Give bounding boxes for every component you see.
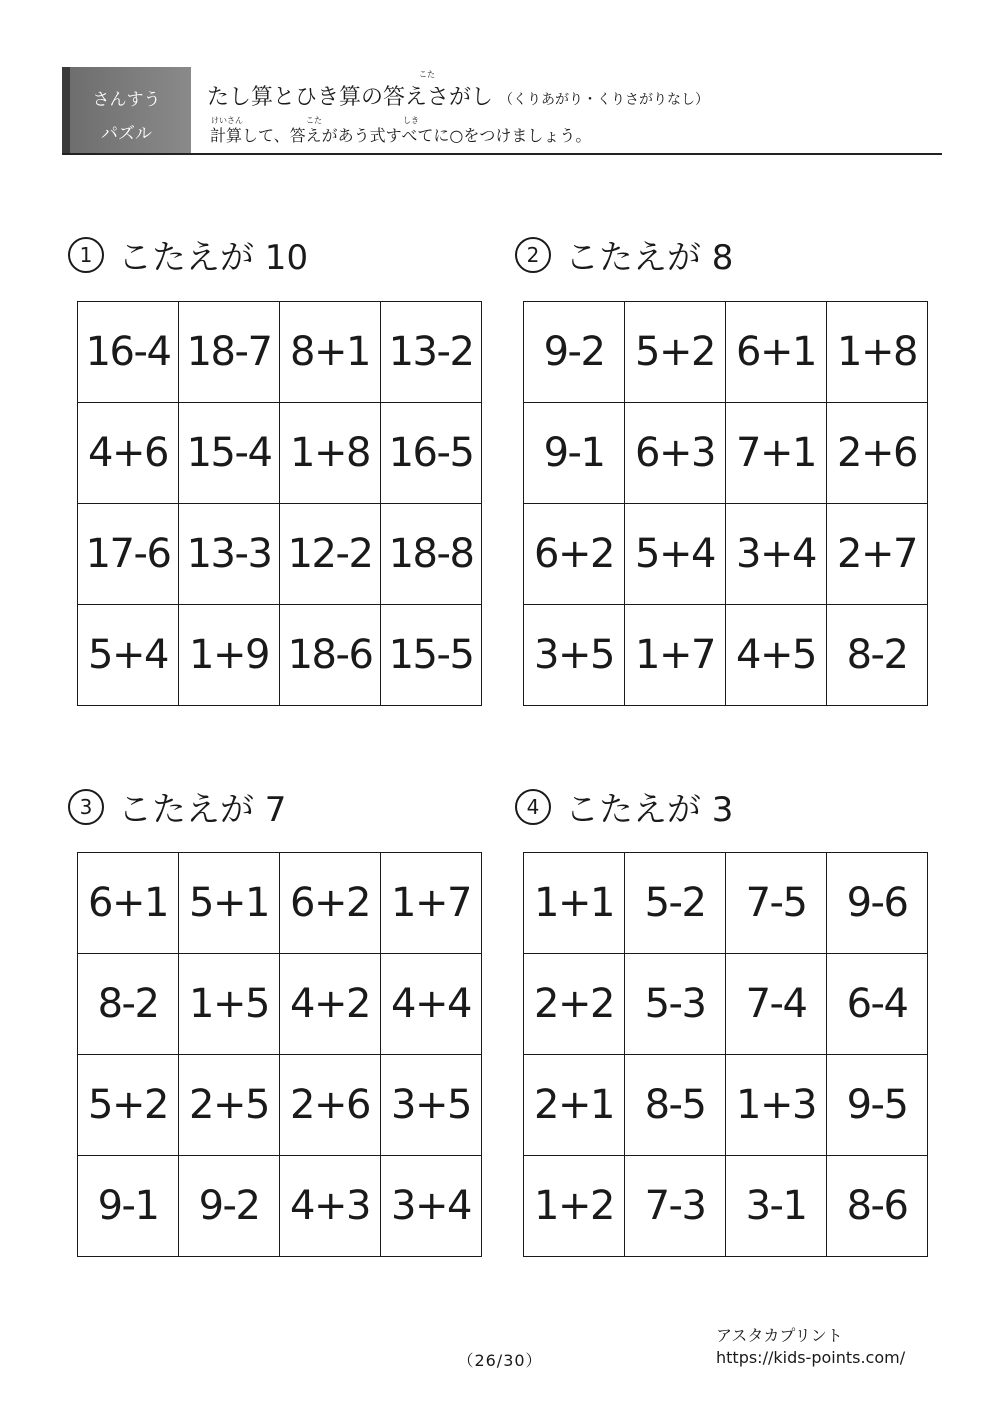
expression-cell[interactable]: 18-6 [280, 605, 381, 706]
grid-row [524, 1055, 928, 1156]
expression-cell[interactable]: 15-5 [381, 605, 482, 706]
grid-row [524, 853, 928, 954]
brand-url[interactable]: https://kids-points.com/ [716, 1348, 906, 1367]
grid-row [524, 954, 928, 1055]
expression-cell[interactable]: 5-2 [625, 853, 726, 954]
grid-row [524, 403, 928, 504]
expression-cell[interactable]: 8-6 [827, 1156, 928, 1257]
expression-cell[interactable]: 5+1 [179, 853, 280, 954]
expression-cell[interactable]: 2+6 [827, 403, 928, 504]
expression-cell[interactable]: 16-5 [381, 403, 482, 504]
page-number: （26/30） [457, 1351, 543, 1370]
expression-cell[interactable]: 1+7 [381, 853, 482, 954]
grid-row [78, 853, 482, 954]
expression-cell[interactable]: 16-4 [78, 302, 179, 403]
expression-cell[interactable]: 1+8 [280, 403, 381, 504]
expression-cell[interactable]: 8-5 [625, 1055, 726, 1156]
expression-cell[interactable]: 18-8 [381, 504, 482, 605]
expression-cell[interactable]: 9-6 [827, 853, 928, 954]
expression-cell[interactable]: 4+2 [280, 954, 381, 1055]
puzzle-2-grid [523, 301, 928, 706]
expression-cell[interactable]: 1+2 [524, 1156, 625, 1257]
expression-cell[interactable]: 3+4 [381, 1156, 482, 1257]
expression-cell[interactable]: 5+4 [625, 504, 726, 605]
expression-cell[interactable]: 6+1 [726, 302, 827, 403]
expression-cell[interactable]: 13-3 [179, 504, 280, 605]
expression-cell[interactable]: 4+6 [78, 403, 179, 504]
grid-row [78, 1156, 482, 1257]
expression-cell[interactable]: 4+4 [381, 954, 482, 1055]
expression-cell[interactable]: 9-1 [78, 1156, 179, 1257]
puzzle-number-circle: 3 [68, 789, 104, 825]
puzzle-1-grid [77, 301, 482, 706]
expression-cell[interactable]: 4+5 [726, 605, 827, 706]
expression-cell[interactable]: 2+6 [280, 1055, 381, 1156]
instruction-text: 計算して、答えがあう式すべてに○をつけましょう。 [210, 126, 592, 145]
expression-cell[interactable]: 8+1 [280, 302, 381, 403]
expression-cell[interactable]: 1+5 [179, 954, 280, 1055]
category-tag [62, 67, 191, 153]
grid-row [78, 1055, 482, 1156]
expression-cell[interactable]: 5+2 [78, 1055, 179, 1156]
expression-cell[interactable]: 2+2 [524, 954, 625, 1055]
instruction-ruby-2: こた [306, 116, 322, 125]
expression-cell[interactable]: 9-2 [524, 302, 625, 403]
expression-cell[interactable]: 9-5 [827, 1055, 928, 1156]
expression-cell[interactable]: 8-2 [827, 605, 928, 706]
puzzle-1-heading [68, 230, 308, 279]
expression-cell[interactable]: 7-5 [726, 853, 827, 954]
grid-row [524, 1156, 928, 1257]
expression-cell[interactable]: 3+4 [726, 504, 827, 605]
grid-row [78, 504, 482, 605]
puzzle-4-grid [523, 852, 928, 1257]
worksheet-subtitle: （くりあがり・くりさがりなし） [499, 92, 710, 108]
worksheet-title [207, 80, 709, 111]
grid-row [78, 954, 482, 1055]
expression-cell[interactable]: 12-2 [280, 504, 381, 605]
worksheet-header [62, 67, 942, 155]
brand-block [716, 1325, 905, 1369]
expression-cell[interactable]: 1+8 [827, 302, 928, 403]
grid-row [78, 302, 482, 403]
expression-cell[interactable]: 7+1 [726, 403, 827, 504]
puzzle-2-heading [515, 230, 733, 279]
grid-row [524, 605, 928, 706]
expression-cell[interactable]: 2+5 [179, 1055, 280, 1156]
expression-cell[interactable]: 6+3 [625, 403, 726, 504]
puzzle-number-circle: 2 [515, 237, 551, 273]
expression-cell[interactable]: 18-7 [179, 302, 280, 403]
puzzle-target-label: こたえが 8 [565, 238, 734, 278]
expression-cell[interactable]: 3+5 [524, 605, 625, 706]
expression-cell[interactable]: 4+3 [280, 1156, 381, 1257]
expression-cell[interactable]: 13-2 [381, 302, 482, 403]
expression-cell[interactable]: 2+1 [524, 1055, 625, 1156]
expression-cell[interactable]: 15-4 [179, 403, 280, 504]
instruction-ruby-3: しき [403, 116, 419, 125]
expression-cell[interactable]: 1+3 [726, 1055, 827, 1156]
category-tag-line1: さんすう [92, 90, 161, 110]
expression-cell[interactable]: 3-1 [726, 1156, 827, 1257]
expression-cell[interactable]: 9-1 [524, 403, 625, 504]
worksheet-title-text: たし算とひき算の答えさがし [207, 85, 494, 110]
brand-name: アスタカプリント [716, 1326, 843, 1345]
puzzle-number-circle: 1 [68, 237, 104, 273]
grid-row [524, 504, 928, 605]
expression-cell[interactable]: 6+1 [78, 853, 179, 954]
expression-cell[interactable]: 6-4 [827, 954, 928, 1055]
title-ruby: こた [419, 70, 435, 79]
expression-cell[interactable]: 1+7 [625, 605, 726, 706]
grid-row [524, 302, 928, 403]
grid-row [78, 605, 482, 706]
expression-cell[interactable]: 7-4 [726, 954, 827, 1055]
category-tag-line2: パズル [101, 124, 152, 144]
puzzle-4-heading [515, 782, 733, 831]
instruction-ruby-1: けいさん [211, 116, 243, 125]
puzzle-target-label: こたえが 10 [118, 238, 309, 278]
expression-cell[interactable]: 6+2 [280, 853, 381, 954]
puzzle-number-circle: 4 [515, 789, 551, 825]
expression-cell[interactable]: 8-2 [78, 954, 179, 1055]
puzzle-target-label: こたえが 7 [118, 790, 287, 830]
expression-cell[interactable]: 7-3 [625, 1156, 726, 1257]
expression-cell[interactable]: 3+5 [381, 1055, 482, 1156]
expression-cell[interactable]: 5+2 [625, 302, 726, 403]
puzzle-3-heading [68, 782, 286, 831]
expression-cell[interactable]: 9-2 [179, 1156, 280, 1257]
grid-row [78, 403, 482, 504]
expression-cell[interactable]: 2+7 [827, 504, 928, 605]
expression-cell[interactable]: 1+1 [524, 853, 625, 954]
expression-cell[interactable]: 17-6 [78, 504, 179, 605]
expression-cell[interactable]: 6+2 [524, 504, 625, 605]
expression-cell[interactable]: 5+4 [78, 605, 179, 706]
expression-cell[interactable]: 5-3 [625, 954, 726, 1055]
expression-cell[interactable]: 1+9 [179, 605, 280, 706]
puzzle-target-label: こたえが 3 [565, 790, 734, 830]
puzzle-3-grid [77, 852, 482, 1257]
